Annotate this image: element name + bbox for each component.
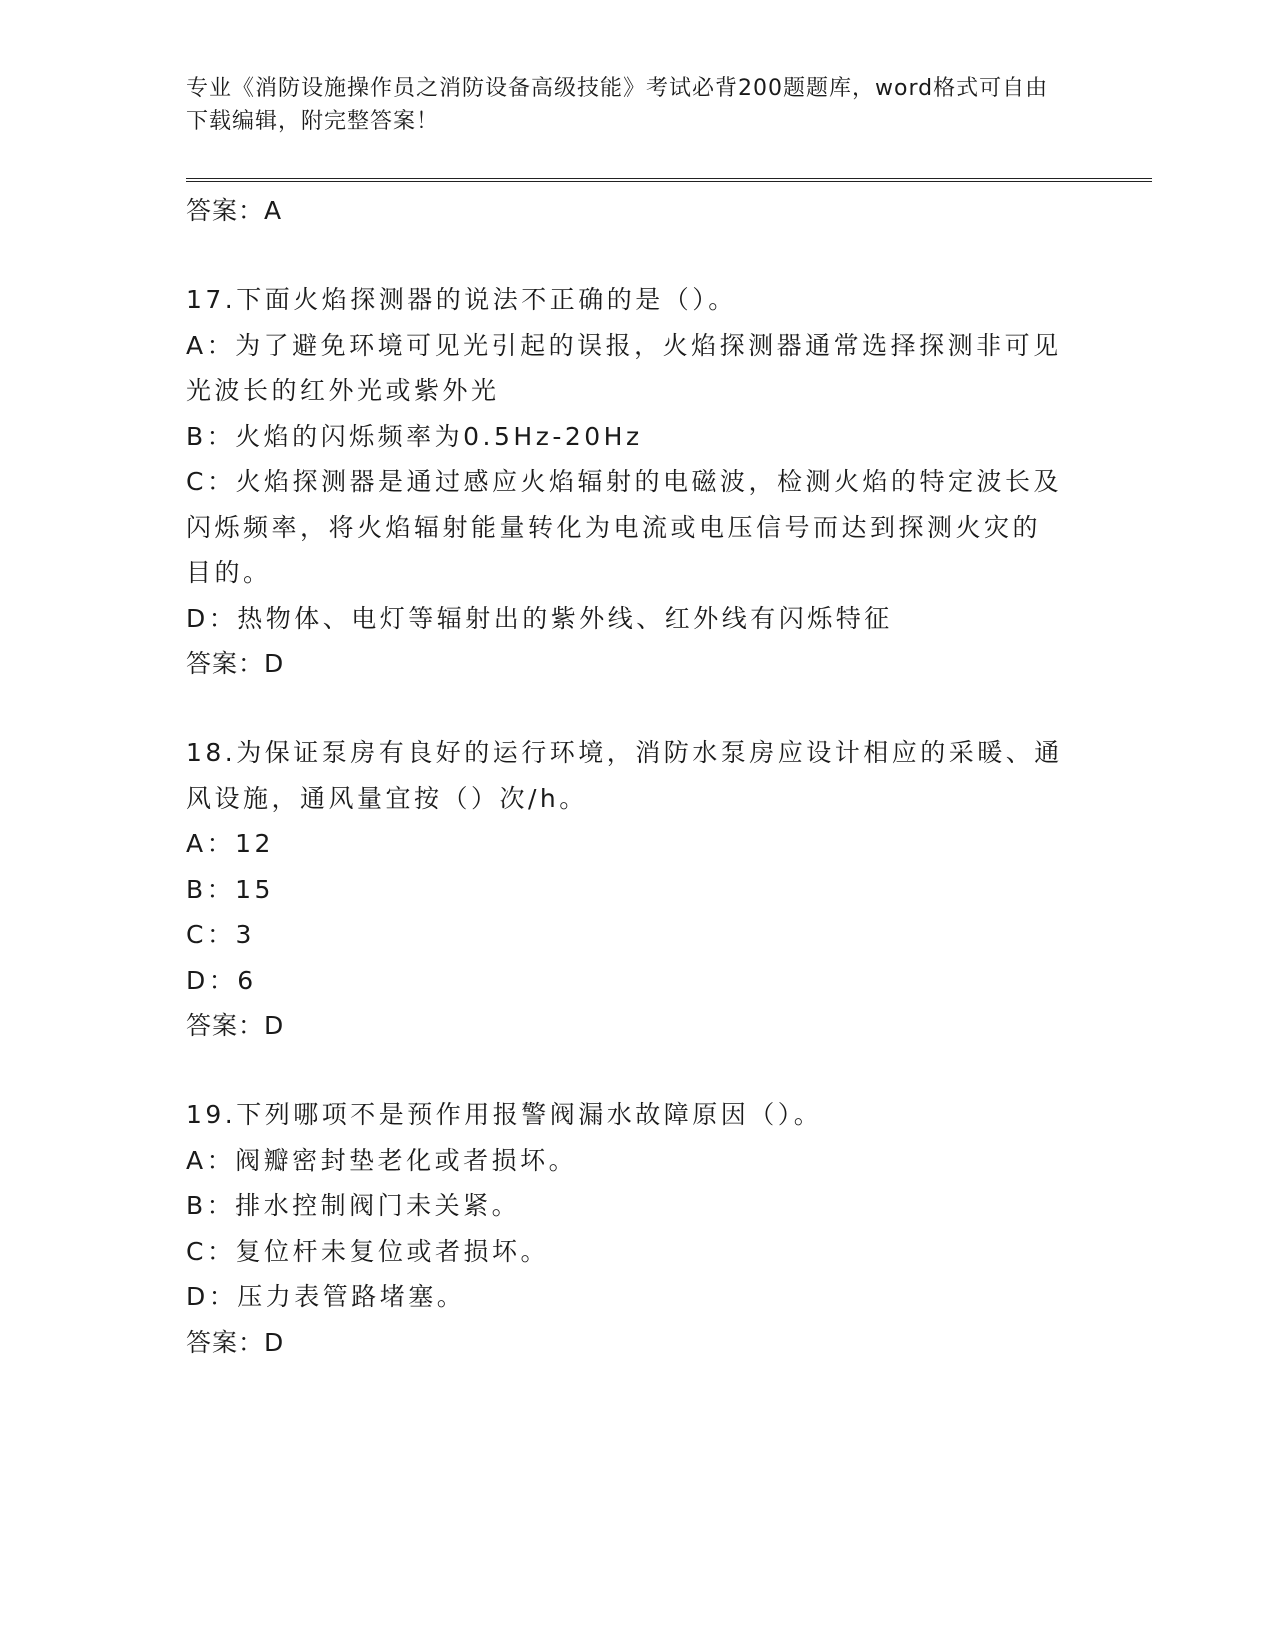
option-c: C：3 — [186, 920, 255, 949]
question-18 — [186, 730, 1066, 1048]
option-b: B：火焰的闪烁频率为0.5Hz-20Hz — [186, 421, 643, 451]
page-header: 专业《消防设施操作员之消防设备高级技能》考试必背200题题库，word格式可自由下载编辑，附完整答案！ — [186, 76, 1049, 134]
question-17 — [186, 277, 1066, 686]
option-a: A：12 — [186, 829, 274, 858]
option-a: A：阀瓣密封垫老化或者损坏。 — [186, 1145, 578, 1175]
question-text: 17.下面火焰探测器的说法不正确的是（）。 — [186, 285, 737, 314]
option-d: D：压力表管路堵塞。 — [186, 1282, 466, 1311]
option-d: D：热物体、电灯等辐射出的紫外线、红外线有闪烁特征 — [186, 603, 893, 633]
previous-answer: 答案：A — [186, 196, 283, 225]
question-19 — [186, 1092, 1066, 1365]
option-a: A：为了避免环境可见光引起的误报，火焰探测器通常选择探测非可见光波长的红外光或紫外光 — [186, 330, 1062, 405]
question-text: 18.为保证泵房有良好的运行环境，消防水泵房应设计相应的采暖、通风设施，通风量宜按（）次/h。 — [186, 738, 1063, 813]
option-c: C：火焰探测器是通过感应火焰辐射的电磁波，检测火焰的特定波长及闪烁频率，将火焰辐射能量转化为电流或电压信号而达到探测火灾的目的。 — [186, 467, 1062, 587]
answer: 答案：D — [186, 1011, 285, 1040]
option-d: D：6 — [186, 965, 257, 995]
option-b: B：15 — [186, 874, 274, 904]
question-text: 19.下列哪项不是预作用报警阀漏水故障原因（）。 — [186, 1100, 823, 1129]
header-divider — [186, 178, 1152, 182]
answer: 答案：D — [186, 1327, 285, 1357]
document-body — [186, 188, 1066, 1365]
answer: 答案：D — [186, 649, 285, 678]
option-b: B：排水控制阀门未关紧。 — [186, 1191, 521, 1220]
option-c: C：复位杆未复位或者损坏。 — [186, 1236, 549, 1266]
